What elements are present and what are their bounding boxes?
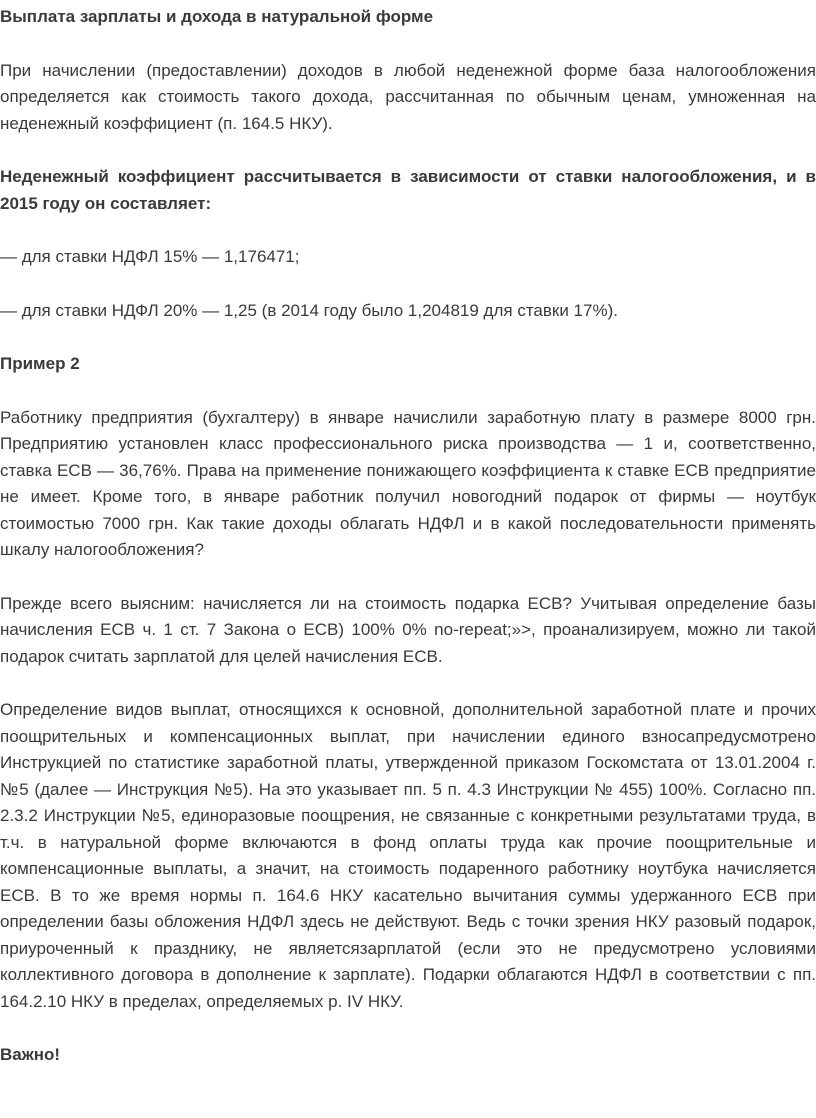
spacer	[0, 378, 816, 405]
list-item-rate-15: — для ставки НДФЛ 15% — 1,176471;	[0, 247, 300, 266]
spacer	[0, 137, 816, 164]
spacer	[0, 670, 816, 697]
important-heading: Важно!	[0, 1045, 61, 1064]
spacer	[0, 31, 816, 58]
list-item-rate-20: — для ставки НДФЛ 20% — 1,25 (в 2014 году было 1,204819 для ставки 17%).	[0, 300, 618, 320]
paragraph-esv-question: Прежде всего выясним: начисляется ли на стоимость подарка ЕСВ? Учитывая определение базы начисления ЕСВ ч. 1 ст. 7 Закона о ЕСВ) 100% 0% no-repeat;»>, проанализируем, можно ли такой подарок считать зарплатой для целей начисления ЕСВ.	[0, 593, 816, 666]
paragraph-coefficient-bold: Неденежный коэффициент рассчитывается в зависимости от ставки налогообложения, и в 2015 году он составляет:	[0, 167, 816, 213]
paragraph-instruction-analysis: Определение видов выплат, относящихся к основной, дополнительной заработной плате и прочих поощрительных и компенсационных выплат, при начислении единого взносапредусмотрено Инструкцией по статистике заработной платы, утвержденной приказом Госкомстата от 13.01.2004 г. №5 (далее — Инструкция №5). На это указывает пп. 5 п. 4.3 Инструкции № 455) 100%. Согласно пп. 2.3.2 Инструкции №5, единоразовые поощрения, не связанные с конкретными результатами труда, в т.ч. в натуральной форме включаются в фонд оплаты труда как прочие поощрительные и компенсационные выплаты, а значит, на стоимость подаренного работнику ноутбука начисляется ЕСВ. В то же время нормы п. 164.6 НКУ касательно вычитания суммы удержанного ЕСВ при определении базы обложения НДФЛ здесь не действуют. Ведь с точки зрения НКУ разовый подарок, приуроченный к празднику, не являетсязарплатой (если это не предусмотрено условиями коллективного договора в дополнение к зарплате). Подарки облагаются НДФЛ в соответствии с пп. 164.2.10 НКУ в пределах, определяемых р. IV НКУ.	[0, 700, 816, 1011]
example-heading: Пример 2	[0, 354, 80, 373]
paragraph-example-task: Работнику предприятия (бухгалтеру) в январе начислили заработную плату в размере 8000 грн. Предприятию установлен класс профессионального риска производства — 1 и, соответственно, ставка ЕСВ — 36,76%. Права на применение понижающего коэффициента к ставке ЕСВ предприятие не имеет. Кроме того, в январе работник получил новогодний подарок от фирмы — ноутбук стоимостью 7000 грн. Как такие доходы облагать НДФЛ и в какой последовательности применять шкалу налогообложения?	[0, 407, 816, 559]
spacer	[0, 271, 816, 298]
spacer	[0, 1015, 816, 1042]
spacer	[0, 564, 816, 591]
spacer	[0, 324, 816, 351]
spacer	[0, 217, 816, 244]
paragraph-non-monetary-income: При начислении (предоставлении) доходов в любой неденежной форме база налогообложения определяется как стоимость такого дохода, рассчитанная по обычным ценам, умноженная на неденежный коэффициент (п. 164.5 НКУ).	[0, 60, 816, 133]
document-title: Выплата зарплаты и дохода в натуральной форме	[0, 7, 434, 26]
